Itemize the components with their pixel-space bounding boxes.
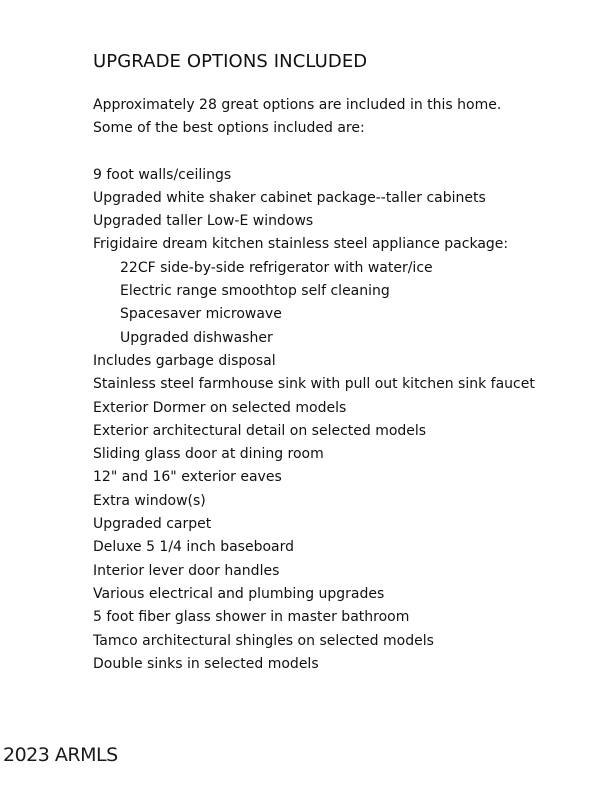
list-item: Upgraded carpet	[93, 516, 212, 533]
list-item: Double sinks in selected models	[93, 655, 319, 672]
sub-list-item: 22CF side-by-side refrigerator with water/ice	[120, 259, 433, 276]
list-item: Exterior architectural detail on selected models	[93, 422, 427, 439]
list-item: Upgraded taller Low-E windows	[93, 213, 314, 230]
list-item: Includes garbage disposal	[93, 352, 276, 369]
list-item: Various electrical and plumbing upgrades	[93, 585, 385, 602]
sub-list-item: Upgraded dishwasher	[120, 329, 273, 346]
document-title: UPGRADE OPTIONS INCLUDED	[93, 51, 368, 72]
sub-list-item: Electric range smoothtop self cleaning	[120, 283, 390, 300]
list-item: 12" and 16" exterior eaves	[93, 469, 282, 486]
document	[93, 50, 593, 676]
intro-text	[93, 94, 593, 141]
copyright-watermark: 2023 ARMLS	[3, 744, 118, 766]
list-item: Exterior Dormer on selected models	[93, 399, 347, 416]
list-item: 9 foot walls/ceilings	[93, 166, 232, 183]
intro-line: Some of the best options included are:	[93, 120, 365, 137]
list-item: Frigidaire dream kitchen stainless steel appliance package:	[93, 236, 509, 253]
list-item: Tamco architectural shingles on selected models	[93, 632, 434, 649]
options-list	[93, 164, 593, 677]
list-item: Deluxe 5 1/4 inch baseboard	[93, 539, 294, 556]
list-item: Extra window(s)	[93, 492, 206, 509]
list-item: Upgraded white shaker cabinet package--taller cabinets	[93, 189, 486, 206]
list-item: 5 foot fiber glass shower in master bathroom	[93, 609, 410, 626]
list-item: Stainless steel farmhouse sink with pull out kitchen sink faucet	[93, 376, 535, 393]
list-item: Interior lever door handles	[93, 562, 280, 579]
sub-list-item: Spacesaver microwave	[120, 306, 282, 323]
list-item: Sliding glass door at dining room	[93, 446, 324, 463]
intro-line: Approximately 28 great options are included in this home.	[93, 97, 502, 113]
